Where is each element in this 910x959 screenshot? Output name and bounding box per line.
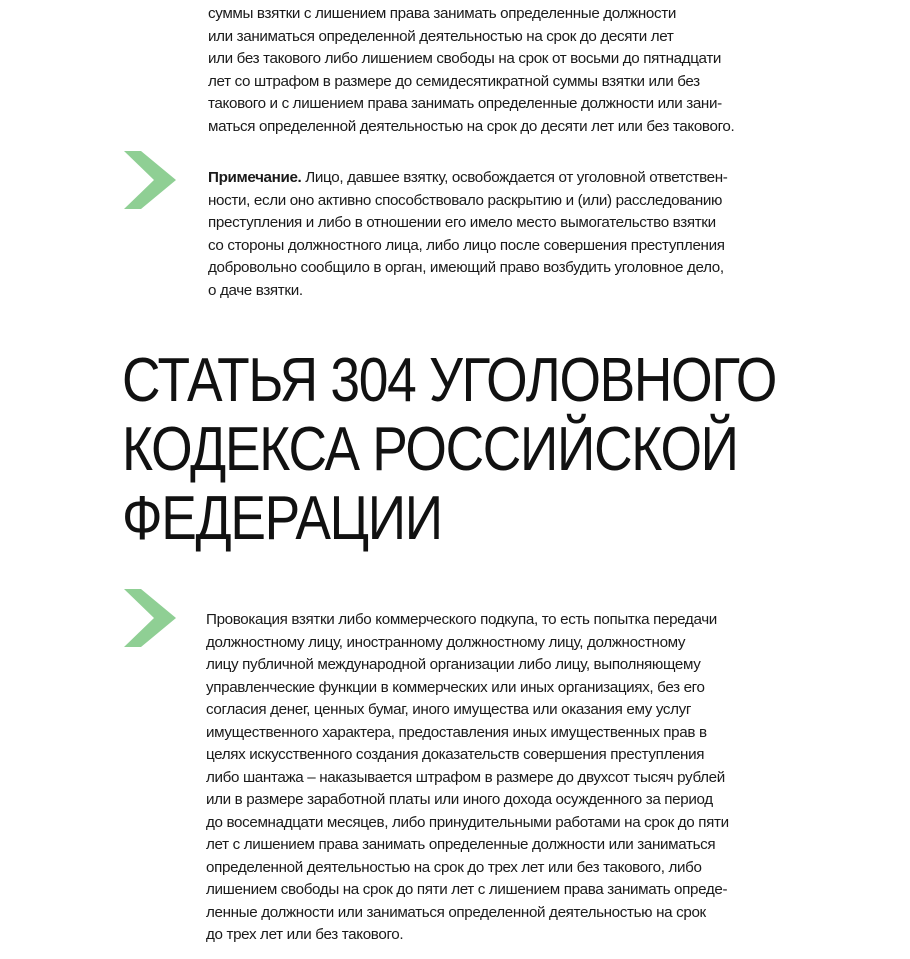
text-line: до трех лет или без такового. bbox=[206, 926, 404, 943]
text-line: либо шантажа – наказывается штрафом в размере до двухсот тысяч рублей bbox=[206, 768, 725, 786]
text-line: ности, если оно активно способствовало раскрытию и (или) расследованию bbox=[208, 191, 723, 209]
text-line: или без такового либо лишением свободы на срок от восьми до пятнадцати bbox=[208, 50, 722, 67]
note-label: Примечание. bbox=[208, 169, 302, 186]
text-line: лет с лишением права занимать определенные должности или заниматься bbox=[206, 836, 716, 853]
text-line: согласия денег, ценных бумаг, иного имущества или оказания ему услуг bbox=[206, 701, 692, 718]
text-line: определенной деятельностью на срок до трех лет или без такового, либо bbox=[206, 858, 702, 876]
intro-paragraph bbox=[208, 3, 768, 138]
heading-line: ФЕДЕРАЦИИ bbox=[122, 484, 442, 553]
chevron-right-icon bbox=[124, 151, 176, 209]
text-line: такового и с лишением права занимать определенные должности или зани- bbox=[208, 95, 722, 112]
text-line: до восемнадцати месяцев, либо принудительными работами на срок до пяти bbox=[206, 813, 729, 831]
article-paragraph bbox=[206, 609, 766, 947]
text-line: ленные должности или заниматься определенной деятельностью на срок bbox=[206, 903, 706, 921]
text-line: или в размере заработной платы или иного дохода осужденного за период bbox=[206, 791, 713, 808]
text-line bbox=[208, 167, 768, 190]
text-line: или заниматься определенной деятельностью на срок до десяти лет bbox=[208, 27, 674, 45]
note-first-line-text: Лицо, давшее взятку, освобождается от уголовной ответствен- bbox=[301, 169, 728, 186]
text-line: маться определенной деятельностью на срок до десяти лет или без такового. bbox=[208, 117, 735, 135]
note-paragraph bbox=[208, 167, 768, 302]
text-line: Провокация взятки либо коммерческого подкупа, то есть попытка передачи bbox=[206, 611, 717, 628]
text-line: добровольно сообщило в орган, имеющий право возбудить уголовное дело, bbox=[208, 259, 724, 276]
heading-line: СТАТЬЯ 304 УГОЛОВНОГО bbox=[122, 346, 777, 415]
text-line: лишением свободы на срок до пяти лет с лишением права занимать опреде- bbox=[206, 881, 728, 898]
text-line: должностному лицу, иностранному должностному лицу, должностному bbox=[206, 633, 686, 651]
text-line: управленческие функции в коммерческих или иных организациях, без его bbox=[206, 678, 705, 696]
article-heading bbox=[122, 346, 776, 553]
text-line: преступления и либо в отношении его имело место вымогательство взятки bbox=[208, 214, 716, 231]
text-line: суммы взятки с лишением права занимать определенные должности bbox=[208, 5, 677, 22]
chevron-right-icon bbox=[124, 589, 176, 647]
text-line: имущественного характера, предоставления иных имущественных прав в bbox=[206, 723, 707, 741]
heading-line: КОДЕКСА РОССИЙСКОЙ bbox=[122, 415, 738, 484]
text-line: целях искусственного создания доказательств совершения преступления bbox=[206, 746, 705, 763]
text-line: лицу публичной международной организации либо лицу, выполняющему bbox=[206, 656, 701, 673]
text-line: со стороны должностного лица, либо лицо после совершения преступления bbox=[208, 236, 725, 254]
text-line: лет со штрафом в размере до семидесятикратной суммы взятки или без bbox=[208, 72, 700, 90]
text-line: о даче взятки. bbox=[208, 281, 303, 299]
